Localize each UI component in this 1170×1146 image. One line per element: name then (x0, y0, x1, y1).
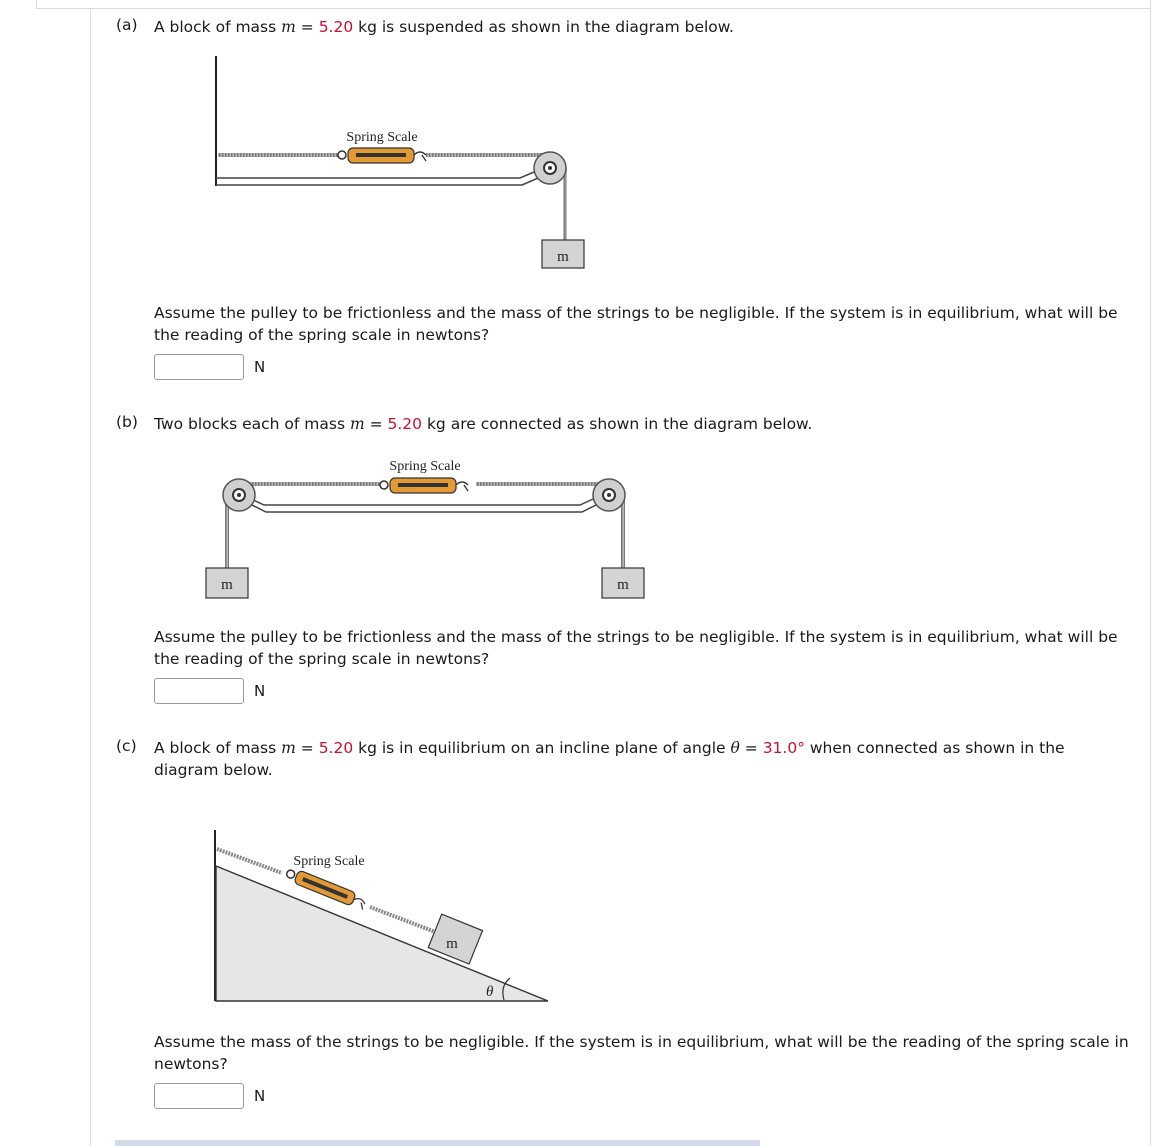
rope-c-upper (217, 849, 282, 873)
part-b-unit: N (254, 682, 266, 700)
mass-value: 5.20 (387, 415, 423, 433)
mass-value: 5.20 (318, 18, 354, 36)
part-c-answer-row (154, 1081, 265, 1111)
rope-a-right (426, 153, 550, 157)
part-b-answer-row (154, 676, 265, 706)
diagram-c (215, 830, 548, 1001)
mass-block-b-left-label: m (221, 577, 233, 593)
mass-block-a-label: m (557, 249, 569, 265)
part-c-question: Assume the mass of the strings to be negligible. If the system is in equilibrium, what will be the reading of the spring scale in newtons? (154, 1033, 1129, 1073)
spring-scale-b (380, 478, 468, 493)
part-c-answer-input[interactable] (154, 1083, 244, 1109)
part-a-unit: N (254, 358, 266, 376)
spring-scale-c-label: Spring Scale (293, 854, 365, 869)
mass-block-b-right-label: m (617, 577, 629, 593)
mass-value: 5.20 (318, 739, 354, 757)
pulley-b-left (223, 479, 255, 511)
part-a-question: Assume the pulley to be frictionless and the mass of the strings to be negligible. If the system is in equilibrium, what will be the reading of the spring scale in newtons? (154, 304, 1118, 344)
diagram-b (206, 459, 644, 598)
spring-scale-a (338, 148, 426, 163)
part-a-answer-input[interactable] (154, 354, 244, 380)
part-b-letter: (b) (116, 413, 138, 431)
pulley-a (534, 152, 566, 184)
spring-scale-a-label: Spring Scale (346, 130, 418, 145)
spring-scale-b-label: Spring Scale (389, 459, 461, 474)
part-a-letter: (a) (116, 16, 138, 34)
rope-b-left (240, 482, 380, 486)
part-b-question: Assume the pulley to be frictionless and the mass of the strings to be negligible. If the system is in equilibrium, what will be the reading of the spring scale in newtons? (154, 628, 1118, 668)
mass-block-c-label: m (446, 936, 458, 952)
part-c-unit: N (254, 1087, 266, 1105)
part-b-answer-input[interactable] (154, 678, 244, 704)
rope-b-right (476, 482, 606, 486)
rope-c-lower (370, 907, 438, 933)
part-a-intro: A block of mass m = 5.20 kg is suspended as shown in the diagram below. (154, 18, 734, 36)
rope-b-vertical-right (621, 496, 625, 568)
part-a-answer-row (154, 352, 265, 382)
bottom-scroll-bar (115, 1140, 760, 1146)
part-c-intro: A block of mass m = 5.20 kg is in equilibrium on an incline plane of angle θ = 31.0° when connected as shown in the diagram below. (154, 739, 1065, 779)
pulley-b-right (593, 479, 625, 511)
part-c-letter: (c) (116, 737, 137, 755)
angle-label: θ (486, 984, 494, 1000)
part-b-intro: Two blocks each of mass m = 5.20 kg are connected as shown in the diagram below. (154, 415, 813, 433)
incline-plane (216, 866, 548, 1001)
angle-value: 31.0° (762, 739, 805, 757)
rope-a-vertical (563, 168, 567, 240)
rope-a-left (218, 153, 338, 157)
